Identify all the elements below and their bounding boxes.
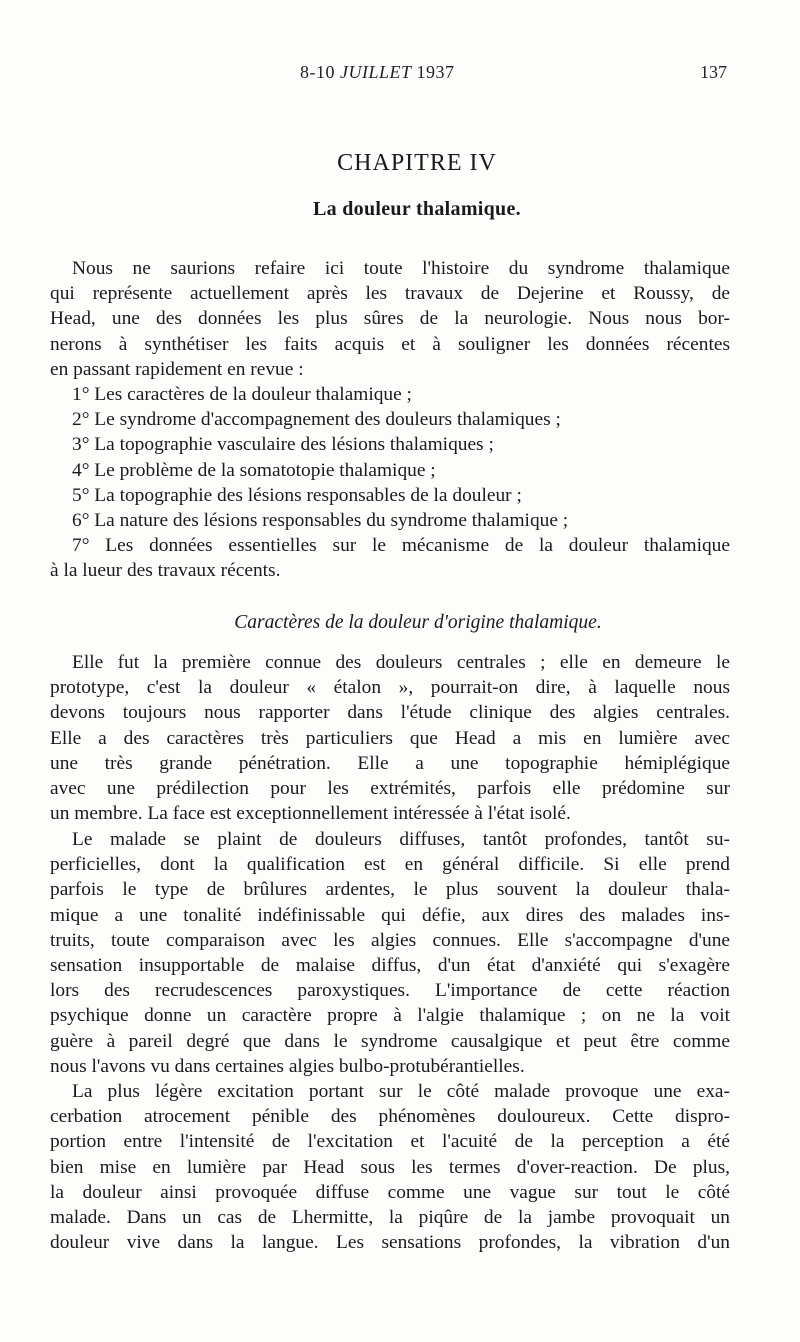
- text-line: un membre. La face est exceptionnellement intéressée à l'état isolé.: [50, 803, 571, 825]
- text-line: Elle fut la première connue des douleurs centrales ; elle en demeure le: [72, 652, 730, 673]
- section-heading: Caractères de la douleur d'origine thalamique.: [234, 612, 602, 633]
- running-head-date: 8-10: [300, 62, 340, 82]
- text-line: bien mise en lumière par Head sous les termes d'over-reaction. De plus,: [50, 1156, 730, 1178]
- text-line: qui représente actuellement après les travaux de Dejerine et Roussy, de: [50, 283, 730, 305]
- text-line: cerbation atrocement pénible des phénomènes douloureux. Cette dispro-: [50, 1106, 730, 1128]
- text-line: truits, toute comparaison avec les algies connues. Elle s'accompagne d'une: [50, 929, 730, 951]
- running-head-month: JUILLET: [340, 62, 412, 82]
- running-head: [300, 62, 455, 83]
- text-line: psychique donne un caractère propre à l'algie thalamique ; on ne la voit: [50, 1005, 730, 1027]
- list-item: 5° La topographie des lésions responsables de la douleur ;: [72, 484, 522, 506]
- list-item: 4° Le problème de la somatotopie thalamique ;: [72, 459, 436, 481]
- chapter-title: CHAPITRE IV: [337, 150, 497, 176]
- text-line: Elle a des caractères très particuliers que Head a mis en lumière avec: [50, 727, 730, 749]
- text-line: Le malade se plaint de douleurs diffuses, tantôt profondes, tantôt su-: [72, 829, 730, 850]
- text-line: devons toujours nous rapporter dans l'étude clinique des algies centrales.: [50, 702, 730, 724]
- text-line: guère à pareil degré que dans le syndrome causalgique et peut être comme: [50, 1030, 730, 1052]
- text-line: mique a une tonalité indéfinissable qui défie, aux dires des malades ins-: [50, 904, 730, 926]
- text-line: à la lueur des travaux récents.: [50, 560, 281, 582]
- list-item: 7° Les données essentielles sur le mécanisme de la douleur thalamique: [72, 535, 730, 557]
- text-line: perficielles, dont la qualification est en général difficile. Si elle prend: [50, 854, 730, 876]
- text-line: la douleur ainsi provoquée diffuse comme une vague sur tout le côté: [50, 1181, 730, 1203]
- text-line: sensation insupportable de malaise diffus, d'un état d'anxiété qui s'exagère: [50, 954, 730, 976]
- text-line: en passant rapidement en revue :: [50, 358, 304, 380]
- running-head-year: 1937: [411, 62, 455, 82]
- text-line: portion entre l'intensité de l'excitation et l'acuité de la perception a été: [50, 1131, 730, 1153]
- list-item: 3° La topographie vasculaire des lésions thalamiques ;: [72, 434, 494, 456]
- list-item: 6° La nature des lésions responsables du syndrome thalamique ;: [72, 509, 569, 531]
- text-line: avec une prédilection pour les extrémités, parfois elle prédomine sur: [50, 777, 730, 799]
- chapter-subtitle: La douleur thalamique.: [313, 198, 521, 220]
- paragraph-2: [50, 827, 730, 1079]
- page-number: 137: [700, 62, 727, 82]
- text-line: une très grande pénétration. Elle a une topographie hémiplégique: [50, 752, 730, 774]
- text-line: La plus légère excitation portant sur le côté malade provoque une exa-: [72, 1081, 730, 1102]
- text-line: malade. Dans un cas de Lhermitte, la piqûre de la jambe provoquait un: [50, 1206, 730, 1228]
- text-line: parfois le type de brûlures ardentes, le plus souvent la douleur thala-: [50, 879, 730, 901]
- text-line: douleur vive dans la langue. Les sensations profondes, la vibration d'un: [50, 1232, 730, 1254]
- text-line: lors des recrudescences paroxystiques. L'importance de cette réaction: [50, 980, 730, 1002]
- paragraph-3: [50, 1079, 730, 1255]
- list-item: 1° Les caractères de la douleur thalamique ;: [72, 383, 412, 405]
- text-line: nerons à synthétiser les faits acquis et à souligner les données récentes: [50, 333, 730, 355]
- text-line: Nous ne saurions refaire ici toute l'histoire du syndrome thalamique: [72, 258, 730, 279]
- text-line: prototype, c'est la douleur « étalon », pourrait-on dire, à laquelle nous: [50, 677, 730, 699]
- paragraph-1: [50, 650, 730, 826]
- intro-paragraph: [50, 256, 730, 583]
- text-line: Head, une des données les plus sûres de la neurologie. Nous nous bor-: [50, 308, 730, 330]
- text-line: nous l'avons vu dans certaines algies bulbo-protubérantielles.: [50, 1055, 525, 1077]
- list-item: 2° Le syndrome d'accompagnement des douleurs thalamiques ;: [72, 409, 561, 431]
